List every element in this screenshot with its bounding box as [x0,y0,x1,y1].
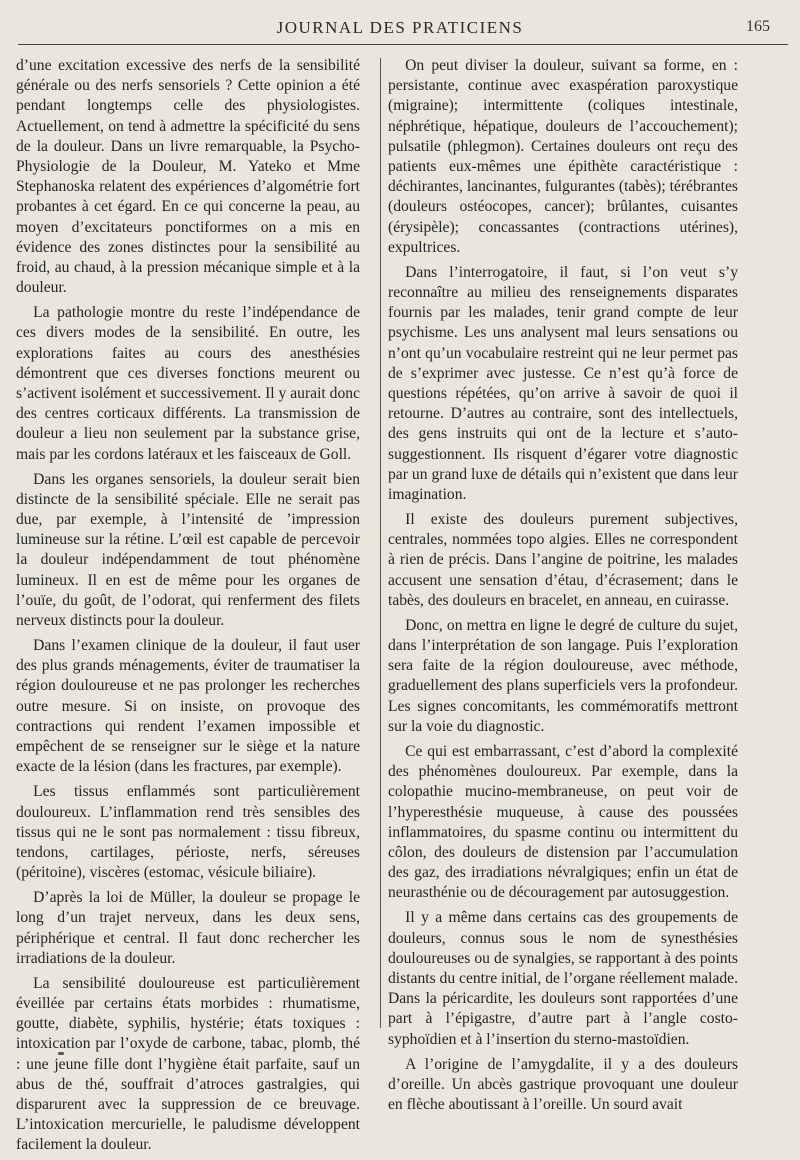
paragraph: Dans l’examen clinique de la douleur, il faut user des plus grands ménagements, éviter de traumatiser la région douloureuse et ne pas prolonger les recherches outre mesure. Si on insiste, on provoque des contractions qui rendent l’examen impossible et empêchent de se renseigner sur le siège et la nature exacte de la lésion (dans les fractures, par exemple). [16,637,360,776]
paragraph: d’une excitation excessive des nerfs de la sensibilité générale ou des nerfs sensoriels ? Cette opinion a été pendant longtemps celle des physiologistes. Actuellement, on tend à admettre la spécificité du sens de la douleur. Dans un livre remarquable, la Psycho-Physiologie de la Douleur, M. Yateko et Mme Stephanoska relatent des expériences d’algométrie fort probantes à cet égard. En ce qui concerne la peau, au moyen d’excitateurs ponctiformes on a mis en évidence des zones distinctes pour la sensibilité au froid, au chaud, à la pression mécanique simple et à la douleur. [16,57,360,297]
paragraph: La sensibilité douloureuse est particulièrement éveillée par certains états morbides : rhumatisme, goutte, diabète, syphilis, hystérie; états toxiques : intoxication par l’oxyde de carbone, tabac, plomb, thé : une jeune fille dont l’hygiène était parfaite, sauf un abus de thé, souffrait d’atroces gastralgies, qui disparurent avec la suppression de ce breuvage. L’intoxication mercurielle, le paludisme développent facilement la douleur. [16,974,360,1154]
right-column [388,56,738,1120]
header-rule [18,44,788,45]
running-head [0,14,800,42]
paragraph: Dans les organes sensoriels, la douleur serait bien distincte de la sensibilité spéciale. Elle ne serait pas due, par exemple, à l’intensité de ’impression lumineuse sur la rétine. L’œil est capable de percevoir la douleur indépendamment de tout phénomène lumineux. Il en est de même pour les organes de l’ouïe, du goût, de l’odorat, qui renferment des filets nerveux distincts pour la douleur. [16,470,360,630]
ink-speck [58,1052,64,1055]
page-number: 165 [746,18,770,35]
paragraph: Dans l’interrogatoire, il faut, si l’on veut s’y reconnaître au milieu des renseignements disparates fournis par les malades, tenir grand compte de leur psychisme. Les uns analysent mal leurs sensations ou n’ont qu’un vocabulaire restreint qui ne leur permet pas de s’exprimer avec justesse. Ce n’est qu’à force de questions répétées, qu’on arrive à savoir de quoi il retourne. D’autres au contraire, sont des intellectuels, des gens instruits qui ont de la lecture et s’auto-suggestionnent. Ils risquent d’égarer votre diagnostic par un grand luxe de détails qui n’existent que dans leur imagination. [388,263,738,504]
column-divider [380,58,381,1028]
paragraph: Donc, on mettra en ligne le degré de culture du sujet, dans l’interprétation de son langage. Puis l’exploration sera faite de la région douloureuse, avec méthode, graduellement des plans superficiels vers la profondeur. Les signes concomitants, les commémoratifs mettront sur la voie du diagnostic. [388,616,738,735]
paragraph: Ce qui est embarrassant, c’est d’abord la complexité des phénomènes douloureux. Par exemple, dans la colopathie mucino-membraneuse, on peut voir de l’hyperesthésie muqueuse, à cause des poussées inflammatoires, du spasme continu ou intermittent du côlon, des douleurs de distension par l’accumulation des gaz, des irradiations névralgiques; enfin un état de neurasthénie ou de découragement par autosuggestion. [388,742,738,902]
paragraph: A l’origine de l’amygdalite, il y a des douleurs d’oreille. Un abcès gastrique provoquant une douleur en flèche aboutissant à l’oreille. Un sourd avait [388,1055,738,1113]
left-column [16,56,360,1160]
paragraph: La pathologie montre du reste l’indépendance de ces divers modes de la sensibilité. En outre, les explorations faites au cours des anesthésies démontrent que ces diverses fonctions meurent ou s’activent isolément et successivement. Il y aurait donc des centres corticaux différents. La transmission de douleur a lieu non seulement par la substance grise, mais par les cordons latéraux et les faisceaux de Goll. [16,304,360,463]
paragraph: D’après la loi de Müller, la douleur se propage le long d’un trajet nerveux, dans les deux sens, périphérique et central. Il faut donc rechercher les irradiations de la douleur. [16,889,360,967]
paragraph: Il y a même dans certains cas des groupements de douleurs, connus sous le nom de synesthésies douloureuses ou de synalgies, se rapportant à des points distants du centre initial, de l’organe réellement malade. Dans la péricardite, les douleurs sont rapportées d’une part à l’épigastre, d’autre part à l’angle costo-syphoïdien et à l’insertion du sterno-mastoïdien. [388,909,739,1048]
paragraph: On peut diviser la douleur, suivant sa forme, en : persistante, continue avec exaspération paroxystique (migraine); intermittente (coliques intestinale, néphrétique, hépatique, douleurs de l’accouchement); pulsatile (phlegmon). Certaines douleurs ont reçu des patients eux-mêmes une épithète caractéristique : déchirantes, lancinantes, fulgurantes (tabès); térébrantes (douleurs ostéocopes, cancer); brûlantes, cuisantes (érysipèle); concassantes (contractions utérines), expultrices. [388,57,738,256]
paragraph: Les tissus enflammés sont particulièrement douloureux. L’inflammation rend très sensibles des tissus qui ne le sont pas normalement : tissu fibreux, tendons, cartilages, périoste, nerfs, séreuses (péritoine), viscères (estomac, vésicule biliaire). [16,783,360,882]
paragraph: Il existe des douleurs purement subjectives, centrales, nommées topo algies. Elles ne correspondent à rien de précis. Dans l’angine de poitrine, les malades accusent une sensation d’étau, d’écrasement; dans le tabès, des douleurs en bracelet, en anneau, en cuirasse. [388,511,738,609]
running-title: JOURNAL DES PRATICIENS [276,18,524,37]
